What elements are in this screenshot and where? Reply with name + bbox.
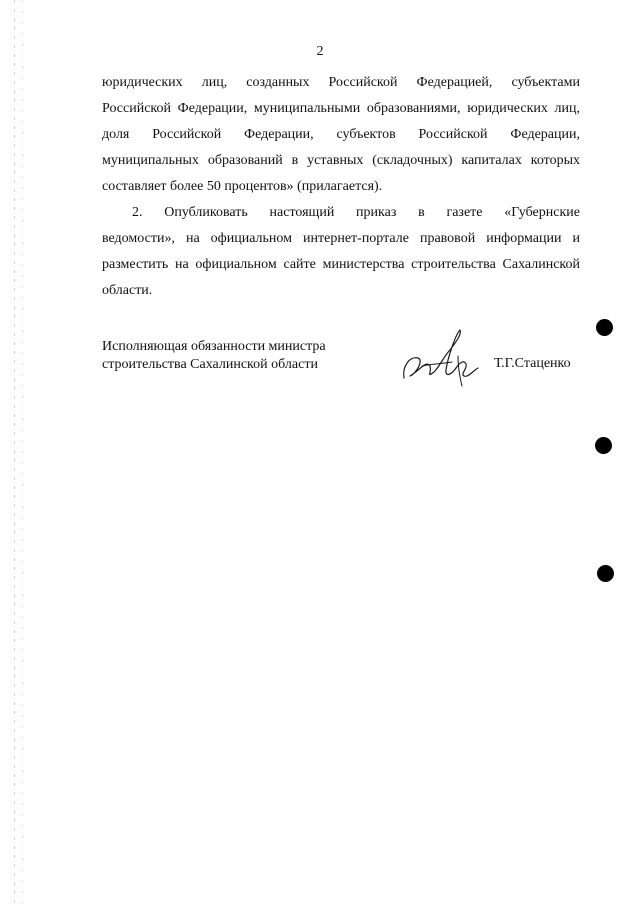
punch-hole [597,565,614,582]
page-number: 2 [316,44,324,59]
paragraph-item-2 [102,200,580,304]
binding-margin-marks [14,0,15,905]
paragraph-line: разместить на официальном сайте министерства строительства Сахалинской [102,257,580,272]
paragraph-line: Российской Федерации, муниципальными образованиями, юридических лиц, [102,101,580,116]
paragraph-line: муниципальных образований в уставных (складочных) капиталах которых [102,153,580,168]
paragraph-continuation [102,70,580,200]
paragraph-line: 2. Опубликовать настоящий приказ в газете «Губернские [132,205,580,220]
signatory-title [102,338,326,374]
paragraph-line: области. [102,283,153,298]
paragraph-line: юридических лиц, созданных Российской Федерацией, субъектами [102,75,580,90]
punch-hole [595,437,612,454]
signatory-title-line: Исполняющая обязанности министра [102,339,326,354]
handwritten-signature [400,326,482,388]
binding-margin-marks-secondary [22,0,23,905]
paragraph-line: составляет более 50 процентов» (прилагается). [102,179,383,194]
paragraph-line: доля Российской Федерации, субъектов Российской Федерации, [102,127,580,142]
punch-hole [596,319,613,336]
signer-name: Т.Г.Стаценко [494,356,571,371]
signatory-title-line: строительства Сахалинской области [102,357,318,372]
paragraph-line: ведомости», на официальном интернет-портале правовой информации и [102,231,580,246]
